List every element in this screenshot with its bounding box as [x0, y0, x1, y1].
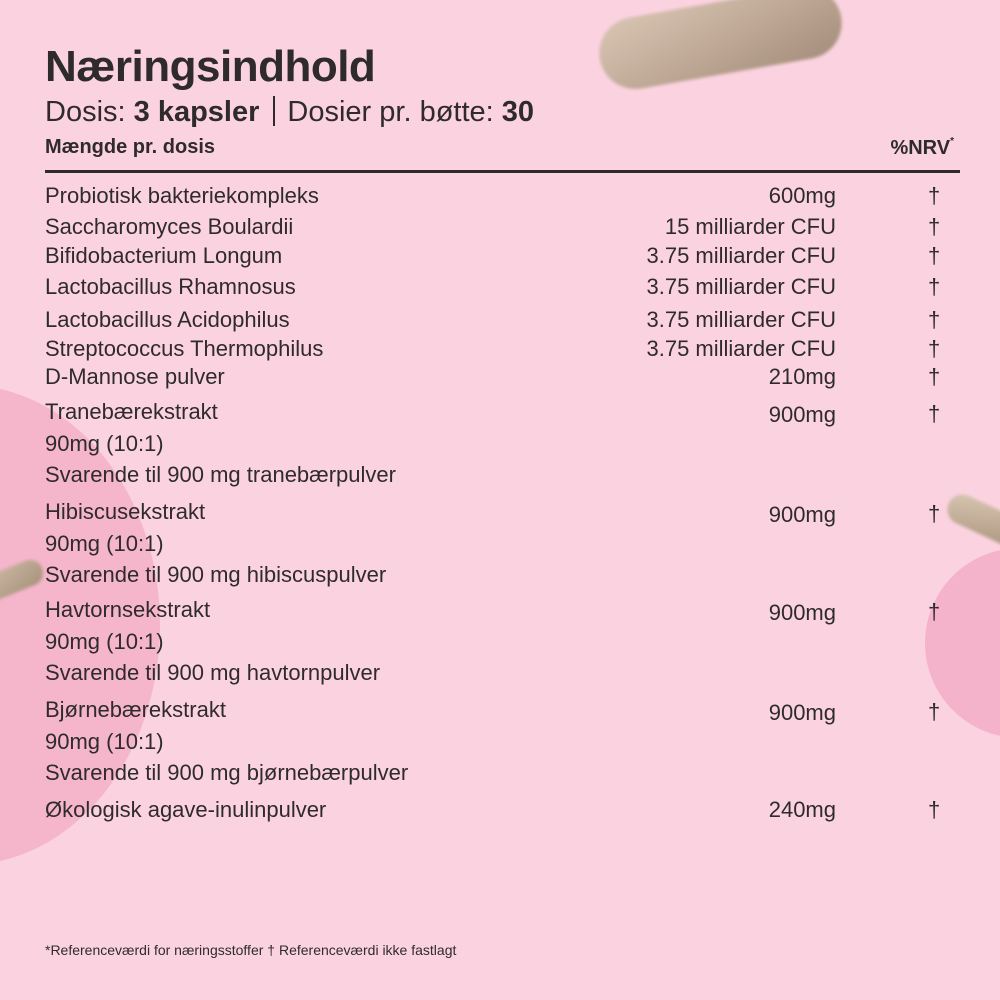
column-header-nrv	[890, 136, 954, 160]
ingredient-amount: 240mg	[768, 797, 836, 822]
ingredient-name: Havtornsekstrakt	[45, 597, 211, 622]
ingredient-nrv: †	[928, 336, 941, 361]
ingredient-equivalent: Svarende til 900 mg hibiscuspulver	[45, 562, 387, 587]
ingredient-name: Lactobacillus Rhamnosus	[45, 274, 296, 299]
ingredient-amount: 900mg	[768, 600, 836, 625]
ingredient-nrv: †	[928, 307, 941, 332]
decorative-pink-circle-left	[0, 385, 160, 865]
ingredient-name: D-Mannose pulver	[45, 364, 225, 389]
nrv-label: %NRV	[890, 137, 951, 159]
nrv-footnote-mark: *	[950, 136, 954, 147]
page-title: Næringsindhold	[45, 42, 376, 91]
header-divider	[45, 170, 960, 173]
ingredient-nrv: †	[928, 364, 941, 389]
ingredient-name: Saccharomyces Boulardii	[45, 214, 294, 239]
ingredient-amount: 3.75 milliarder CFU	[646, 243, 836, 268]
ingredient-equivalent: Svarende til 900 mg tranebærpulver	[45, 462, 396, 487]
per-tub-value: 30	[501, 96, 535, 128]
ingredient-name: Tranebærekstrakt	[45, 399, 218, 424]
ingredient-extract-ratio: 90mg (10:1)	[45, 531, 164, 556]
ingredient-amount: 210mg	[768, 364, 836, 389]
ingredient-name: Probiotisk bakteriekompleks	[45, 183, 319, 208]
ingredient-amount: 900mg	[768, 700, 836, 725]
ingredient-extract-ratio: 90mg (10:1)	[45, 629, 164, 654]
ingredient-amount: 3.75 milliarder CFU	[646, 307, 836, 332]
ingredient-nrv: †	[928, 797, 941, 822]
ingredient-equivalent: Svarende til 900 mg bjørnebærpulver	[45, 760, 409, 785]
ingredient-nrv: †	[928, 501, 941, 526]
ingredient-amount: 600mg	[768, 183, 836, 208]
ingredient-nrv: †	[928, 401, 941, 426]
ingredient-name: Bifidobacterium Longum	[45, 243, 283, 268]
ingredient-nrv: †	[928, 243, 941, 268]
dose-label: Dosis:	[45, 96, 134, 128]
ingredient-equivalent: Svarende til 900 mg havtornpulver	[45, 660, 381, 685]
ingredient-nrv: †	[928, 274, 941, 299]
ingredient-amount: 3.75 milliarder CFU	[646, 274, 836, 299]
ingredient-nrv: †	[928, 599, 941, 624]
ingredient-name: Lactobacillus Acidophilus	[45, 307, 290, 332]
ingredient-nrv: †	[928, 699, 941, 724]
dose-info	[45, 96, 534, 129]
separator	[273, 96, 275, 126]
footnote: *Referenceværdi for næringsstoffer † Referenceværdi ikke fastlagt	[45, 942, 457, 958]
ingredient-extract-ratio: 90mg (10:1)	[45, 431, 164, 456]
ingredient-name: Hibiscusekstrakt	[45, 499, 206, 524]
ingredient-amount: 15 milliarder CFU	[664, 214, 836, 239]
ingredient-name: Bjørnebærekstrakt	[45, 697, 226, 722]
column-header-amount: Mængde pr. dosis	[45, 136, 216, 158]
ingredient-name: Streptococcus Thermophilus	[45, 336, 324, 361]
capsule-image-right	[942, 490, 1000, 551]
ingredient-name: Økologisk agave-inulinpulver	[45, 797, 327, 822]
dose-value: 3 kapsler	[133, 96, 260, 128]
ingredient-extract-ratio: 90mg (10:1)	[45, 729, 164, 754]
ingredient-amount: 3.75 milliarder CFU	[646, 336, 836, 361]
ingredient-amount: 900mg	[768, 502, 836, 527]
ingredient-nrv: †	[928, 214, 941, 239]
capsule-image-top	[594, 0, 848, 95]
per-tub-label: Dosier pr. bøtte:	[287, 96, 502, 128]
ingredient-nrv: †	[928, 183, 941, 208]
ingredient-amount: 900mg	[768, 402, 836, 427]
